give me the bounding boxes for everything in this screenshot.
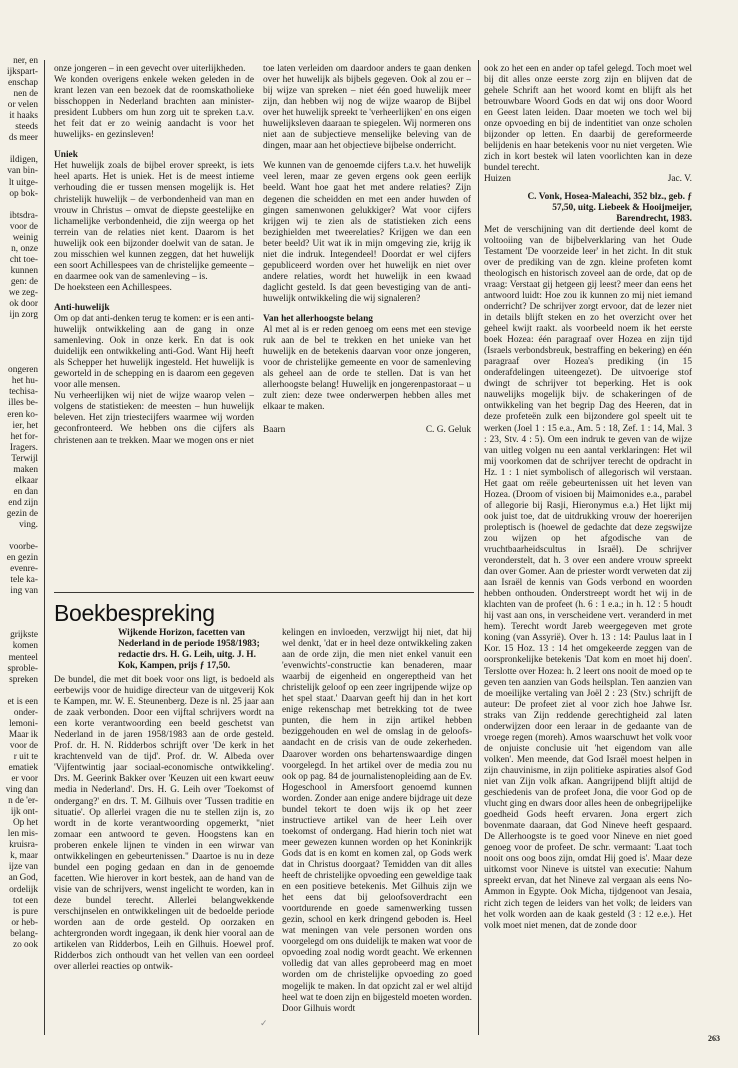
review-heading: Wijkende Horizon, facetten van Nederland in de periode 1958/1983; redactie drs. H. G. Leih, uitg. J. H. Kok, Kampen, prijs ƒ 17,50. — [118, 628, 260, 672]
margin-fragment: Op het — [12, 818, 38, 829]
signature — [263, 425, 471, 436]
margin-fragment: maken — [13, 464, 38, 475]
signature-author: Jac. V. — [667, 174, 692, 185]
margin-fragment: Iragers. — [9, 442, 38, 453]
margin-fragment: ier, het — [12, 420, 38, 431]
margin-fragment: gen: de — [10, 276, 38, 287]
margin-fragment — [0, 200, 38, 211]
margin-fragment: ibtsdra- — [9, 210, 38, 221]
margin-fragment: ijn zorg — [9, 310, 38, 321]
margin-fragment — [0, 686, 38, 697]
margin-fragment: lt uitge- — [8, 177, 38, 188]
margin-fragment: lemoni- — [9, 718, 38, 729]
margin-fragment: tele ka- — [10, 575, 38, 586]
paragraph: toe laten verleiden om daardoor anders te gaan denken over het huwelijk als bijbels gegeven. Ook al zou er – bij wijze van spreken – niet één goed huwelijk meer zijn, dan hebben wij nog de wijze waarop de Bijbel over het huwelijk spreekt te 'verheerlijken' en ons eigen huwelijksleven daaraan te spiegelen. Wij normeren ons niet aan de subjectieve menselijke beleving van de dingen, maar aan het objectieve bijbelse onderricht. — [263, 64, 471, 152]
signature-place: Baarn — [263, 425, 286, 436]
margin-fragment — [0, 144, 38, 155]
signature-author: C. G. Geluk — [425, 425, 471, 436]
margin-fragment: elkaar — [15, 475, 38, 486]
margin-fragment: sproble- — [7, 663, 38, 674]
margin-fragment: n, onze — [11, 243, 38, 254]
margin-fragment: kruisra- — [9, 840, 38, 851]
margin-fragment: komen — [12, 641, 38, 652]
margin-fragment: ijk ont- — [10, 807, 38, 818]
margin-fragment: gezin de — [6, 508, 38, 519]
margin-fragment: onder- — [13, 707, 38, 718]
margin-fragment: ds meer — [8, 133, 38, 144]
margin-fragment: evenre- — [10, 564, 38, 575]
margin-fragment: ildigen, — [9, 155, 38, 166]
margin-fragment: tot een — [12, 895, 38, 906]
margin-fragment — [0, 619, 38, 630]
paragraph: We kunnen van de genoemde cijfers t.a.v. het huwelijk veel leren, maar ze geven ergens ook geen eerlijk beeld. Want hoe gaat het met andere relaties? Zijn degenen die scheidden en met een ander huwden of gingen samenwonen gelukkiger? Wat voor cijfers krijgen wij te zien als de statistieken zich eens bezighielden met tweerelaties? Krijgen we dan een beter beeld? Uit wat ik in mijn omgeving zie, krijg ik niet die indruk. Integendeel! Doordat er wel cijfers gepubliceerd worden over het huwelijk en niet over andere relaties, wordt het huwelijk in een kwaad daglicht gesteld. Is dat geen bevestiging van de anti-huwelijk ontwikkeling die wij signaleren? — [263, 161, 471, 304]
margin-fragment: n de 'er- — [8, 796, 38, 807]
paragraph: Nu verheerlijken wij niet de wijze waarop velen – volgens de statistieken: de meesten – hun huwelijk beleven. Het zijn triestecijfers waarmee wij worden geconfronteerd. We hebben ons die cijfers als christenen aan te trekken. Maar we mogen ons er niet — [54, 391, 254, 446]
margin-fragment — [0, 343, 38, 354]
margin-fragment: belang- — [10, 928, 38, 939]
margin-fragment: Terwijl — [11, 453, 38, 464]
article-column-1 — [54, 64, 254, 594]
margin-fragment: en gezin — [6, 553, 38, 564]
margin-fragment: ordelijk — [9, 884, 38, 895]
margin-fragment — [0, 608, 38, 619]
margin-fragment: ner, en — [13, 56, 38, 66]
margin-fragment: is pure — [12, 906, 38, 917]
section-heading: Uniek — [54, 150, 78, 161]
margin-fragment — [0, 531, 38, 542]
paragraph: Met de verschijning van dit dertiende deel komt de voltooiing van de bijbelverklaring van het Oude Testament 'De voorzeide leer' in het zicht. In dit stuk over de prediking van de zgn. kleine profeten komt theologisch en historisch zoveel aan de orde, dat op de vraag: Verstaat gij hetgeen gij leest? meer dan eens het antwoord luidt: Hoe zou ik kunnen zo mij niet iemand onderricht? De schrijver zorgt ervoor, dat de lezer niet in details blijft steken en zo het overzicht over het geheel kwijt raakt. als voorbeeld noem ik het eerste boek Hozea: één paragraaf over Hozea en zijn tijd (Israels verbondsbreuk, bestraffing en bekering) en één paragraaf over Hozea's prediking (in 15 onderafdelingen uiteengezet). De uitvoerige stof dwingt de schrijver tot beperking. Het is ook nauwelijks mogelijk bijv. de schakeringen of de ontwikkeling van het begrip Dag des Heeren, dat in deze profeteën zulk een bijzondere gol speelt uit te werken (Joel 1 : 15 e.a., Am. 5 : 18, Zef. 1 : 14, Mal. 3 : 23, Stv. 4 : 5). Om een indruk te geven van de wijze van uitleg volgen nu een aantal verklaringen: Het wil mij voorkomen dat de schrijver terecht de opdracht in Hz. 1 : 1 niet symbolisch of allegorisch wil verstaan. Het gaat om reële gebeurtenissen uit het leven van Hozea. (Droom of visioen bij Maimonides e.a., parabel of allegorie bij Rasji, Hieronymus e.a.) Het lijkt mij ook juist toe, dat de uitdrukking vrouw der hoererijen proleptisch is (hoewel de gedachte dat deze zegswijze zou wijzen op het afgodische van de vruchtbaarheidscultus in Israël). De schrijver veronderstelt, dat h. 3 over een andere vrouw spreekt dan over Gomer. Aan de priester wordt verweten dat zij aan Israël de kennis van Gods verbond en woorden hebben onthouden. Onderstreept wordt het wij in de klachten van de profeet (h. 6 : 1 e.a.; in h. 12 : 5 houdt hij vast aan ons, in verscheidene vert. veranderd in met hem). Terecht wordt Jareb weergegeven met grote koning (van Assyrië). Over h. 13 : 14: Paulus laat in I Kor. 15 Hoz. 13 : 14 het omgekeerde zeggen van de oorspronkelijke betekenis 'Dat kom en moet hij doen'. Terslotte over Hozea: h. 2 leert ons nooit de moed op te geven ten aanzien van Gods heilsplan. Ten aanzien van de moeilijke vertaling van Joël 2 : 23 (Stv.) schrijft de auteur: De profeet ziet al voor zich hoe Jahwe Isr. straks van Zijn reddende gerechtigheid zal laten onderwijzen door een leraar in de gedaante van de vroege regen (moreh). Amos waarschuwt het volk voor de onjuiste conclusie uit 'het eigendom van alle volken'. Men meende, dat God Israël moest helpen in zijn chauvinisme, in zijn politieke aspiraties alsof God niet van Zijn volk afkan. Aangrijpend blijft altijd de geschiedenis van de profeet Jona, die voor God op de vlucht ging en dwars door alles heen de onbegrijpelijke goedheid Gods heeft ervaren. Jona ergert zich bovenmate daaraan, dat God Nineve heeft gespaard. De Allerhoogste is te goed voor Nineve en niet goed genoeg voor de profeet. De schr. vermaant: 'Laat toch nooit ons oog boos zijn, omdat Hij goed is'. Maar deze uitkomst voor Nineve is uitstel van executie: Nahum spreekt ervan, dat het Nineve zal vergaan als eens No-Ammon in Egypte. Ook Micha, tijdgenoot van Jesaia, richt zich tegen de leiders van het volk; de leiders van het volk worden aan de kaak gesteld (3 : 12 e.e.). Het volk moet niet menen, dat de zonde door — [484, 224, 692, 931]
margin-fragment: voor de — [9, 740, 38, 751]
paragraph: kelingen en invloeden, verzwijgt hij niet, dat hij wel denkt, 'dat er in heel deze ontwikkeling zaken aan de orde zijn, die men niet enkel vanuit een 'evenwichts'-constructie kan benaderen, maar waarbij de eigenheid en ongereptheid van het christelijk geloof op een zeer ingrijpende wijze op het spel staat.' Daarvan geeft hij dan in het kort enige rekenschap met betrekking tot de twee punten, die hem in zijn artikel hebben beziggehouden en wel de omslag in de geloofs-aandacht en de crisis van de oude zekerheden. Daarover worden ons behartenswaardige dingen voorgelegd. In het artikel over de media zou nu ook op pag. 84 de journalistenopleiding aan de Ev. Hogeschool in Amersfoort genoemd kunnen worden. Zonder aan enige andere bijdrage uit deze bundel tekort te doen wijs ik op het zeer instructieve artikel van de heer Leih over toekomst of ondergang. Had hierin toch niet wat meer gewezen kunnen worden op het Koninkrijk Gods dat is en komt en komen zal, op Gods werk dat in Christus doorgaat? Temidden van dit alles heeft de christelijke opvoeding een geweldige taak en een positieve betekenis. Met Gilhuis zijn we het eens dat bij geloofsoverdracht een voortdurende en goede samenwerking tussen gezin, school en kerk dringend geboden is. Heel wat meningen van vele personen worden ons voorgelegd om ons duidelijk te maken wat voor de opvoeding zoal nodig wordt geacht. We erkennen volledig dat van alles geprobeerd mag en moet worden om de christelijke opvoeding zo goed mogelijk te maken. In dat opzicht zal er wel altijd heel wat te doen zijn en bijgesteld moeten worden. Door Gilhuis wordt — [282, 628, 472, 1014]
signature-place: Huizen — [484, 174, 511, 185]
margin-fragment: et is een — [7, 696, 38, 707]
margin-fragment: ematiek — [8, 763, 38, 773]
margin-fragment: spreken — [9, 674, 38, 685]
paragraph: We konden overigens enkele weken geleden in de krant lezen van een bezoek dat de roomskatholieke bisschoppen in Nederland brachten aan minister-president Lubbers om hun zorg uit te spreken t.a.v. het feit dat er zo weinig aandacht is voor het huwelijks- en gezinsleven! — [54, 75, 254, 141]
margin-fragment: an God, — [8, 873, 38, 884]
margin-fragment: en dan — [13, 486, 38, 497]
section-heading: Van het allerhoogste belang — [263, 313, 373, 324]
margin-fragment: techisa- — [9, 387, 38, 398]
margin-fragment: cht toe- — [9, 254, 38, 265]
margin-fragment: van bin- — [7, 166, 38, 177]
pen-mark: ✓ — [260, 1018, 268, 1028]
review-column-3 — [484, 64, 692, 1028]
review-column-left — [54, 675, 274, 1027]
margin-fragment: ing van — [10, 586, 38, 597]
margin-divider — [44, 60, 45, 1035]
margin-fragment: zo ook — [12, 939, 38, 950]
paragraph: ook zo het een en ander op tafel gelegd. Toch moet wel bij dit alles onze eerste zorg zijn en blijven dat de gehele Schrift aan het woord komt en blijft als het betrouwbare Woord Gods en dat wij ons door Woord en Geest laten leiden. Daar moeten we toch wel bij onze opvoeding en bij de indentitiet van onze scholen bijzonder op letten. En daarbij de gereformeerde belijdenis en haar betekenis voor nu niet vergeten. Wie zich in kort bestek wil laten voorlichten kan in deze bundel terecht. — [484, 64, 692, 174]
margin-fragment — [0, 597, 38, 608]
margin-fragment: het hu- — [11, 376, 38, 387]
margin-fragment: het for- — [10, 431, 38, 442]
margin-fragment: we zeg- — [8, 287, 38, 298]
paragraph: onze jongeren – in een gevecht over uiterlijkheden. — [54, 64, 246, 74]
left-margin-fragments — [0, 56, 38, 951]
paragraph: Het huwelijk zoals de bijbel erover spreekt, is iets heel aparts. Het is uniek. Het is de meest intieme verhouding die er tussen mensen mogelijk is. Het christelijk huwelijk – de verbondenheid van man en vrouw in Christus – omvat de diepste geestelijke en lichamelijke verbondenheid, die zijn weerga op het terrein van de relaties niet kent. Daarom is het huwelijk ook een bijzonder doelwit van de satan. Je zou misschien wel kunnen zeggen, dat het huwelijk een soort Achillespees van de christelijke gemeente – en daarmee ook van de samenleving – is. — [54, 161, 254, 282]
margin-fragment: ving. — [19, 519, 38, 530]
margin-fragment: menteel — [8, 652, 38, 663]
signature — [484, 174, 692, 185]
margin-fragment: illes be- — [8, 398, 38, 409]
column-divider — [478, 60, 479, 1035]
margin-fragment: or heb- — [11, 917, 38, 928]
margin-fragment: steeds — [15, 122, 38, 133]
margin-fragment: ongeren — [8, 365, 38, 376]
margin-fragment: ok door — [9, 299, 38, 310]
margin-fragment: op bok- — [9, 188, 38, 199]
margin-fragment: grijkste — [10, 630, 38, 641]
margin-fragment: er voor — [11, 774, 38, 785]
margin-fragment: enschap — [8, 78, 38, 89]
margin-fragment: len mis- — [7, 829, 38, 840]
margin-fragment: r uit te — [13, 751, 38, 762]
margin-fragment — [0, 321, 38, 332]
margin-fragment: end zijn — [8, 497, 38, 508]
margin-fragment: kunnen — [10, 265, 38, 276]
section-heading: Anti-huwelijk — [54, 302, 110, 313]
margin-fragment — [0, 332, 38, 343]
review-column-right — [282, 628, 472, 1026]
paragraph: De bundel, die met dit boek voor ons ligt, is bedoeld als eerbewijs voor de huidige directeur van de uitgeverij Kok te Kampen, mr. W. E. Steunenberg. Deze is nl. 25 jaar aan de zaak verbonden. Door een vijftal schrijvers wordt na een korte verantwoording een beeld geschetst van Nederland in de jaren 1958/1983 aan de orde gesteld. Prof. dr. H. N. Ridderbos schrijft over 'De kerk in het krachtenveld van de tijd'. Prof. dr. W. Albeda over 'Vijfentwintig jaar sociaal-economische ontwikkeling'. Drs. M. Geerink Bakker over 'Keuzen uit een kwart eeuw media in Nederland'. Drs. H. G. Leih over 'Toekomst of ondergang?' en drs. T. M. Gilhuis over 'Tussen traditie en situatie'. Op allerlei vragen die nu te stellen zijn is, zo wordt in de korte verantwoording opgemerkt, "niet zomaar een antwoord te geven. Hoogstens kan en proberen enkele lijnen te vinden in een wirwar van ontwikkelingen en gebeurtenissen." Daartoe is nu in deze bundel een poging gedaan en dan in de genoemde facetten. Wie hierover in kort bestek, aan de hand van de visie van de schrijvers, wenst ingelicht te worden, kan in deze bundel terecht. Allerlei belangwekkende verschijnselen en ontwikkelingen uit de bedoelde periode worden aan de orde gesteld. Op oorzaken en achtergronden wordt ingegaan, ik denk hier vooral aan de artikelen van Ridderbos, Leih en Gilhuis. Hoewel prof. Ridderbos zich onthoudt van het vellen van een oordeel over allerlei reacties op ontwik- — [54, 675, 274, 973]
margin-fragment: weinig — [12, 232, 38, 243]
margin-fragment: ijze van — [8, 862, 38, 873]
margin-fragment: eren ko- — [7, 409, 38, 420]
article-column-2 — [263, 64, 471, 594]
margin-fragment: or velen — [7, 100, 38, 111]
page-number: 263 — [708, 1034, 720, 1043]
margin-fragment — [0, 354, 38, 365]
margin-fragment: Maar ik — [8, 729, 38, 740]
paragraph: Om op dat anti-denken terug te komen: er is een anti-huwelijk ontwikkeling aan de gang in onze samenleving. Ook in onze kerk. En dat is ook duidelijk een ontwikkeling anti-God. Want Hij heeft als Schepper het huwelijk ingesteld. Het huwelijk is geworteld in de schepping en is daarom een gegeven voor alle mensen. — [54, 313, 254, 391]
article-end-rule — [54, 592, 474, 593]
margin-fragment: voor de — [9, 221, 38, 232]
margin-fragment: ving dan — [5, 785, 38, 796]
margin-fragment: voorbe- — [9, 542, 38, 553]
margin-fragment: ijkspart- — [7, 67, 38, 78]
review-heading: C. Vonk, Hosea-Maleachi, 352 blz., geb. ƒ 57,50, uitg. Liebeek & Hooijmeijer, Barendrecht, 1983. — [527, 191, 692, 224]
margin-fragment: nen de — [13, 89, 38, 100]
margin-fragment: k, maar — [10, 851, 38, 862]
margin-fragment: it haaks — [9, 111, 38, 122]
section-title: Boekbespreking — [54, 600, 215, 626]
paragraph: Al met al is er reden genoeg om eens met een stevige ruk aan de bel te trekken en het unieke van het huwelijk en de betekenis daarvan voor onze jongeren, voor de christelijke gemeente en voor de samenleving als geheel aan de orde te stellen. Dat is van het allerhoogste belang! Huwelijk en jongerenpastoraat – u zult zien: deze twee onderwerpen hebben alles met elkaar te maken. — [263, 325, 471, 413]
paragraph: De hoeksteen een Achillespees. — [54, 282, 172, 293]
